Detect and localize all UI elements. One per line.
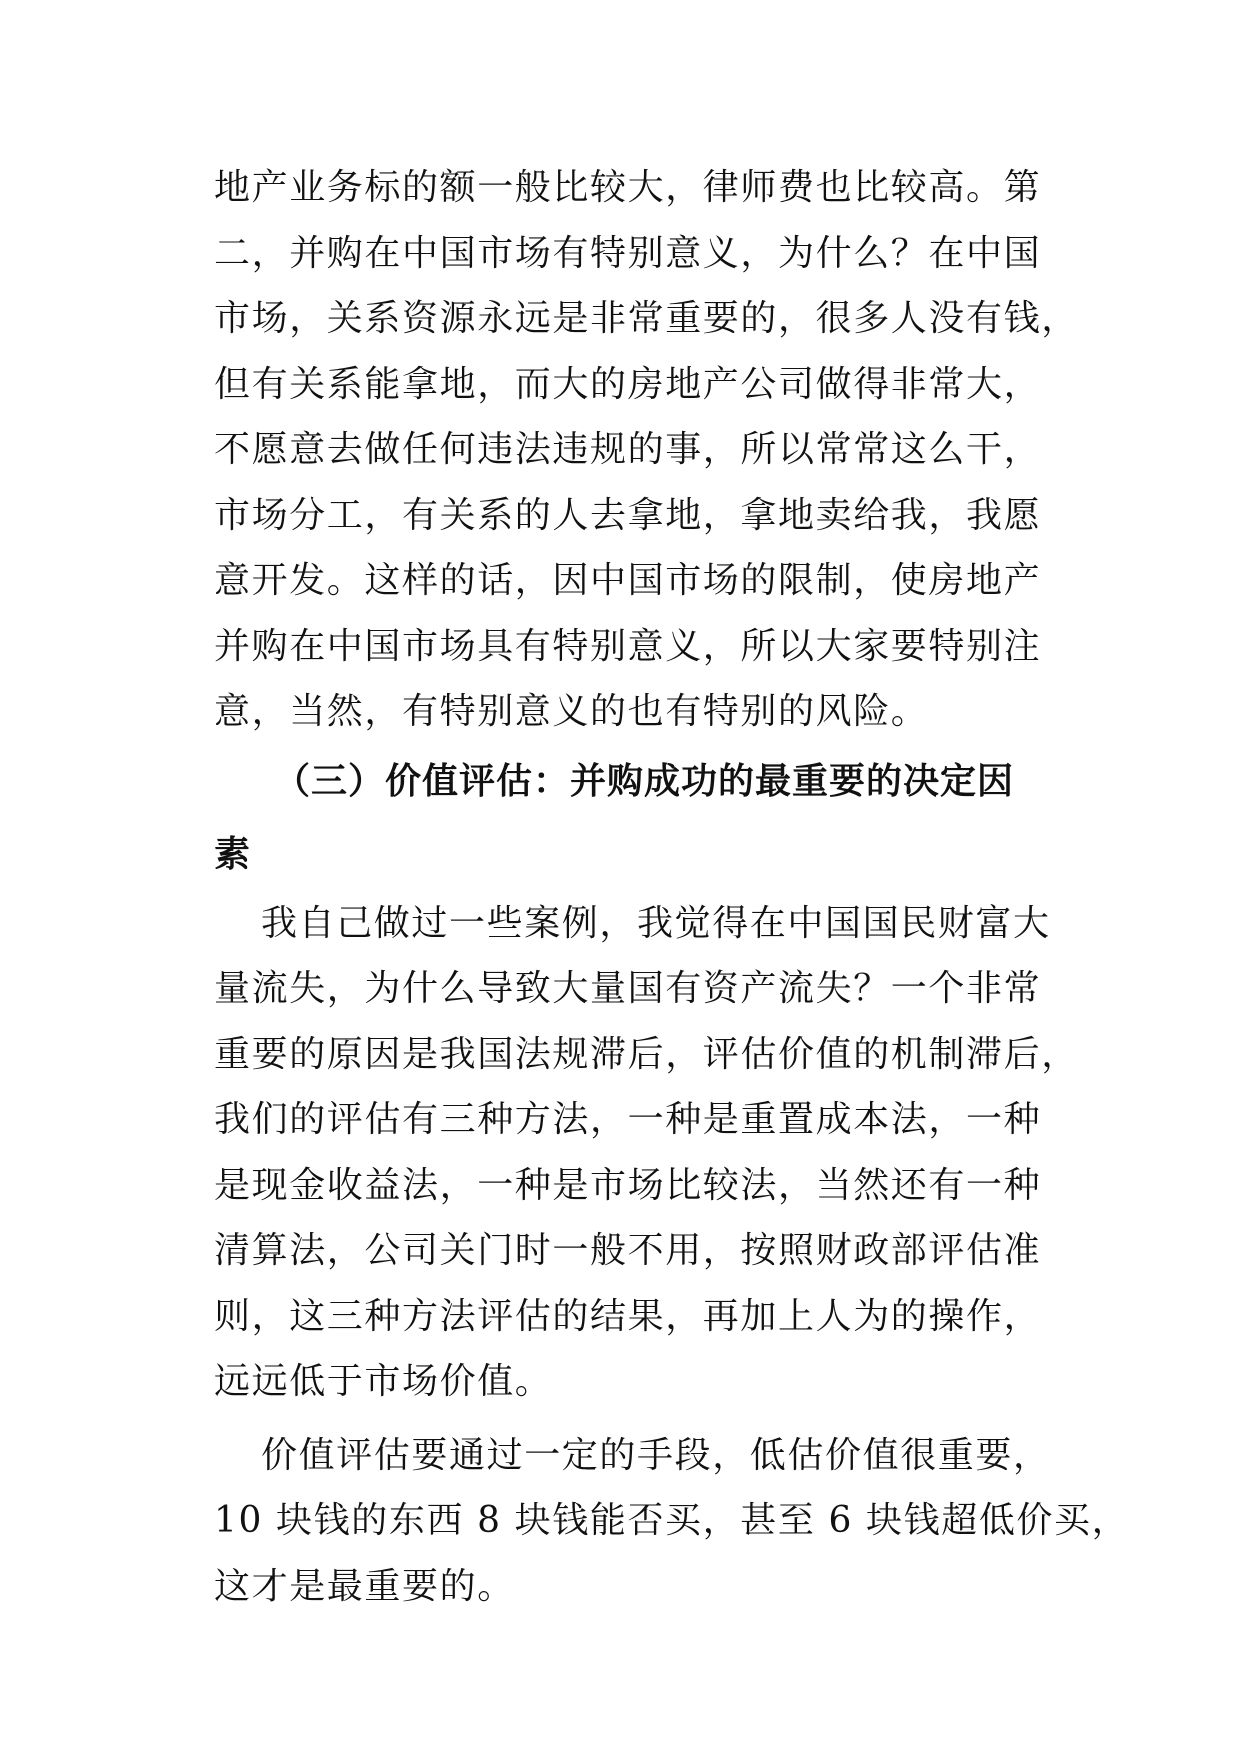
section-heading	[214, 745, 1030, 891]
text-line: 重要的原因是我国法规滞后，评估价值的机制滞后，	[214, 1033, 1079, 1075]
document-body	[214, 155, 1130, 1619]
paragraph-real-estate-mna	[214, 155, 1079, 745]
text-line: 这才是最重要的。	[214, 1565, 515, 1607]
text-line: 市场分工，有关系的人去拿地，拿地卖给我，我愿	[214, 494, 1042, 536]
text-line: 市场，关系资源永远是非常重要的，很多人没有钱，	[214, 298, 1079, 339]
text-line: 并购在中国市场具有特别意义，所以大家要特别注	[214, 625, 1042, 667]
text-line: 我们的评估有三种方法，一种是重置成本法，一种	[214, 1099, 1042, 1140]
text-line: 则，这三种方法评估的结果，再加上人为的操作，	[214, 1295, 1042, 1337]
text-line: 地产业务标的额一般比较大，律师费也比较高。第	[214, 167, 1042, 208]
text-line: 意开发。这样的话，因中国市场的限制，使房地产	[214, 560, 1042, 601]
text-line: 远远低于市场价值。	[214, 1361, 553, 1402]
heading-line: 素	[214, 833, 252, 875]
paragraph-gap	[214, 1415, 1030, 1423]
text-line: 我自己做过一些案例，我觉得在中国国民财富大	[261, 902, 1051, 944]
text-line: 量流失，为什么导致大量国有资产流失？一个非常	[214, 968, 1042, 1009]
paragraph-valuation-methods	[214, 891, 1079, 1415]
text-line: 二，并购在中国市场有特别意义，为什么？在中国	[214, 232, 1042, 274]
text-line: 10 块钱的东西 8 块钱能否买，甚至 6 块钱超低价买，	[214, 1500, 1130, 1541]
text-line: 不愿意去做任何违法违规的事，所以常常这么干，	[214, 429, 1042, 470]
heading-line: （三）价值评估：并购成功的最重要的决定因	[274, 760, 1015, 802]
text-line: 是现金收益法，一种是市场比较法，当然还有一种	[214, 1164, 1042, 1206]
paragraph-low-valuation	[214, 1423, 1130, 1620]
text-line: 意，当然，有特别意义的也有特别的风险。	[214, 691, 929, 732]
text-line: 清算法，公司关门时一般不用，按照财政部评估准	[214, 1230, 1042, 1271]
text-line: 价值评估要通过一定的手段，低估价值很重要，	[261, 1434, 1051, 1476]
text-line: 但有关系能拿地，而大的房地产公司做得非常大，	[214, 363, 1042, 405]
